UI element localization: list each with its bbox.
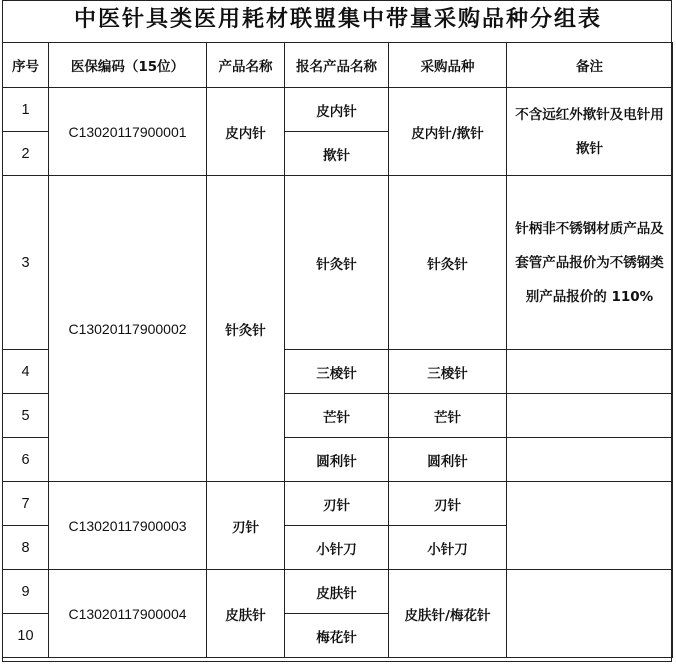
table-row	[3, 570, 673, 614]
product-cell: 皮肤针	[207, 570, 285, 658]
seq-cell: 8	[3, 526, 49, 570]
reg-cell: 刃针	[285, 482, 389, 526]
remark-cell	[507, 438, 673, 482]
table-row	[3, 482, 673, 526]
header-seq: 序号	[3, 43, 49, 88]
seq-cell: 1	[3, 88, 49, 132]
header-code: 医保编码（15位）	[49, 43, 207, 88]
code-cell: C13020117900004	[49, 570, 207, 658]
remark-cell	[507, 482, 673, 570]
seq-cell: 2	[3, 132, 49, 176]
reg-cell: 梅花针	[285, 614, 389, 658]
seq-cell: 4	[3, 350, 49, 394]
remark-cell	[507, 570, 673, 658]
purchase-cell: 皮内针/揿针	[389, 88, 507, 176]
product-cell: 针灸针	[207, 176, 285, 482]
seq-cell: 7	[3, 482, 49, 526]
purchase-cell: 芒针	[389, 394, 507, 438]
purchase-cell: 皮肤针/梅花针	[389, 570, 507, 658]
purchase-cell: 刃针	[389, 482, 507, 526]
procurement-table	[2, 42, 673, 658]
seq-cell: 10	[3, 614, 49, 658]
page-title: 中医针具类医用耗材联盟集中带量采购品种分组表	[73, 7, 602, 32]
reg-cell: 三棱针	[285, 350, 389, 394]
reg-cell: 揿针	[285, 132, 389, 176]
remark-cell: 不含远红外揿针及电针用揿针	[507, 88, 673, 176]
purchase-cell: 针灸针	[389, 176, 507, 350]
seq-cell: 3	[3, 176, 49, 350]
remark-cell: 针柄非不锈钢材质产品及套管产品报价为不锈钢类别产品报价的 110%	[507, 176, 673, 350]
header-purchase: 采购品种	[389, 43, 507, 88]
header-reg: 报名产品名称	[285, 43, 389, 88]
remark-cell	[507, 394, 673, 438]
code-cell: C13020117900003	[49, 482, 207, 570]
reg-cell: 皮肤针	[285, 570, 389, 614]
product-cell: 刃针	[207, 482, 285, 570]
code-cell: C13020117900001	[49, 88, 207, 176]
header-remark: 备注	[507, 43, 673, 88]
code-cell: C13020117900002	[49, 176, 207, 482]
header-product: 产品名称	[207, 43, 285, 88]
reg-cell: 小针刀	[285, 526, 389, 570]
seq-cell: 9	[3, 570, 49, 614]
product-cell: 皮内针	[207, 88, 285, 176]
reg-cell: 芒针	[285, 394, 389, 438]
table-row	[3, 88, 673, 132]
reg-cell: 圆利针	[285, 438, 389, 482]
table-row	[3, 176, 673, 350]
seq-cell: 5	[3, 394, 49, 438]
purchase-cell: 圆利针	[389, 438, 507, 482]
purchase-cell: 三棱针	[389, 350, 507, 394]
seq-cell: 6	[3, 438, 49, 482]
reg-cell: 针灸针	[285, 176, 389, 350]
remark-cell	[507, 350, 673, 394]
purchase-cell: 小针刀	[389, 526, 507, 570]
reg-cell: 皮内针	[285, 88, 389, 132]
header-row	[3, 43, 673, 88]
